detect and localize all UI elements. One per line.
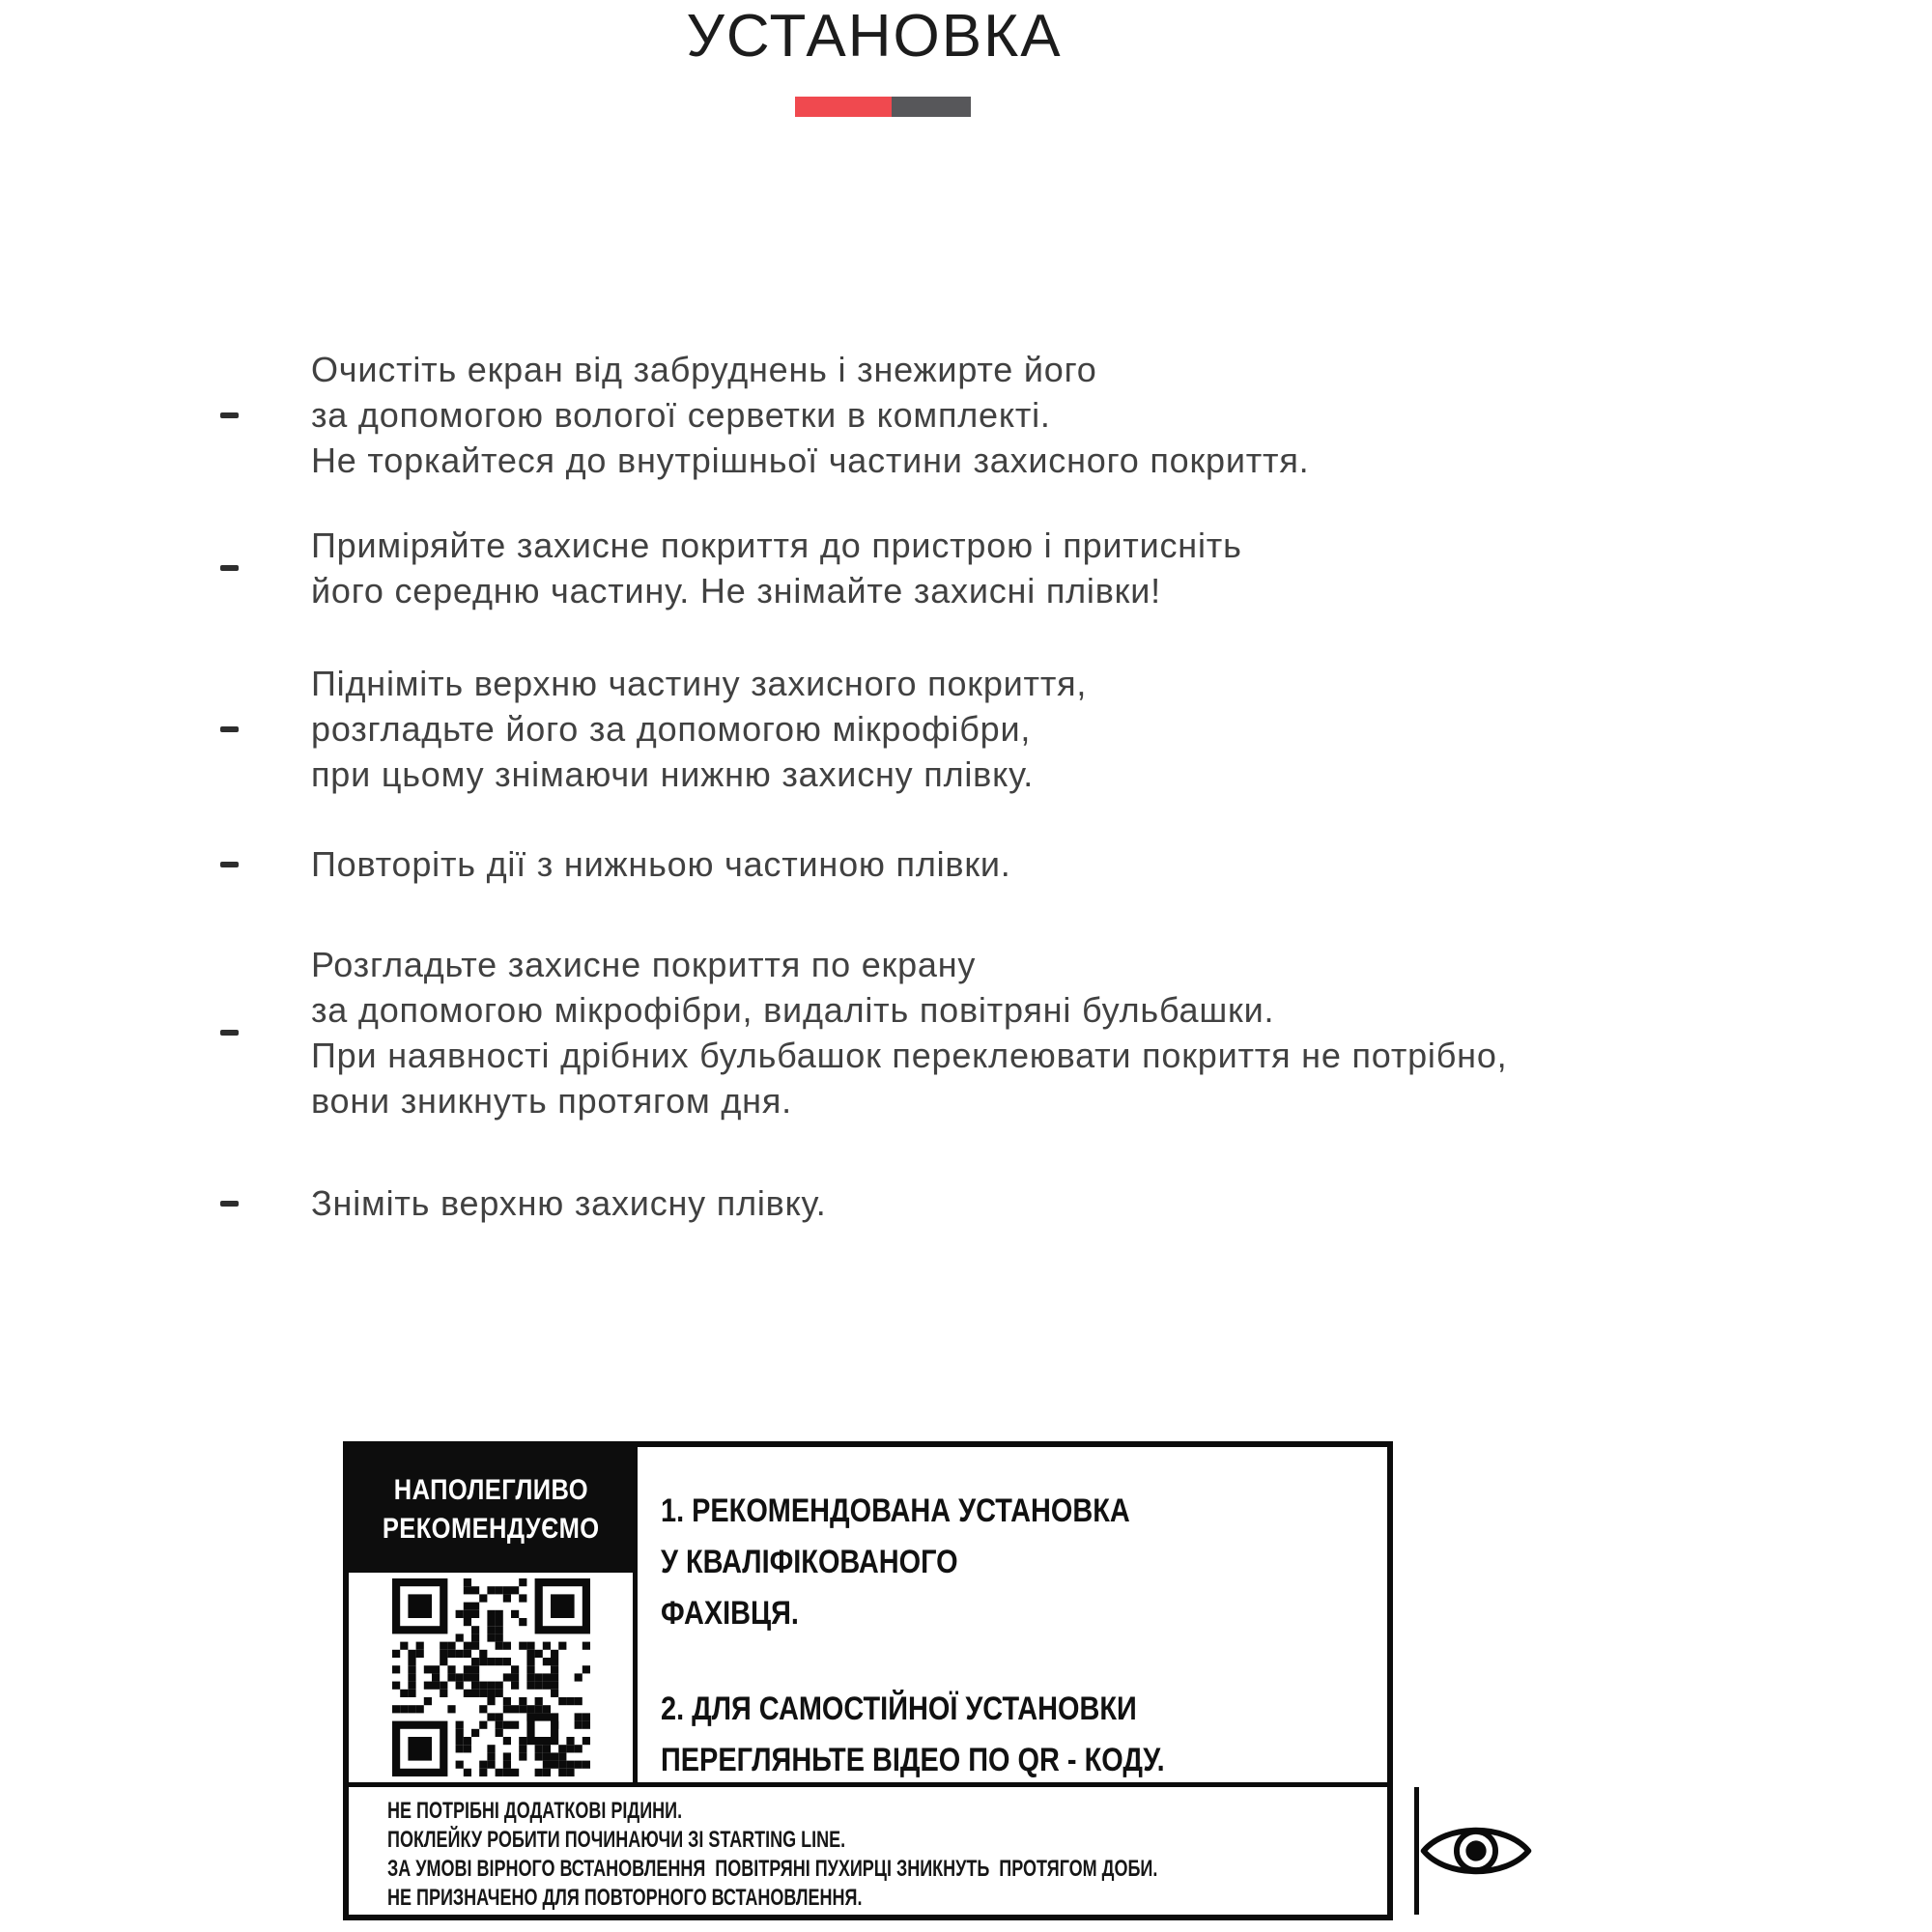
- step-item: [220, 841, 1011, 887]
- eye-icon: [1419, 1814, 1533, 1888]
- recommendation-item-line: 1. РЕКОМЕНДОВАНА УСТАНОВКА: [661, 1492, 1130, 1529]
- page-title: УСТАНОВКА: [686, 3, 1063, 70]
- note-lines: [349, 1787, 1414, 1915]
- step-line: Приміряйте захисне покриття до пристрою і притисніть: [311, 526, 1242, 565]
- note-line: ЗА УМОВІ ВІРНОГО ВСТАНОВЛЕННЯ ПОВІТРЯНІ ПУХИРЦІ ЗНИКНУТЬ ПРОТЯГОМ ДОБИ.: [387, 1856, 1158, 1882]
- recommendation-item: [661, 1486, 1387, 1639]
- step-line: Розгладьте захисне покриття по екрану: [311, 945, 977, 984]
- step-line: Підніміть верхню частину захисного покриття,: [311, 664, 1088, 703]
- recommendation-items: [638, 1447, 1387, 1782]
- recommendation-item-line: ПЕРЕГЛЯНЬТЕ ВІДЕО ПО QR - КОДУ.: [661, 1742, 1165, 1778]
- step-line: При наявності дрібних бульбашок переклеювати покриття не потрібно,: [311, 1036, 1508, 1075]
- note-line: НЕ ПРИЗНАЧЕНО ДЛЯ ПОВТОРНОГО ВСТАНОВЛЕННЯ.: [387, 1885, 863, 1911]
- qr-wrap: [349, 1573, 633, 1782]
- eye-cell: [1414, 1787, 1533, 1915]
- note-line: ПОКЛЕЙКУ РОБИТИ ПОЧИНАЮЧИ ЗІ STARTING LINE.: [387, 1827, 846, 1853]
- step-line: розгладьте його за допомогою мікрофібри,: [311, 709, 1032, 749]
- recommendation-item-line: 2. ДЛЯ САМОСТІЙНОЇ УСТАНОВКИ: [661, 1690, 1137, 1727]
- step-item: [220, 661, 1087, 797]
- recommendation-header-line: НАПОЛЕГЛИВО: [393, 1474, 588, 1506]
- qr-cell: [349, 1447, 638, 1782]
- recommendation-item: [661, 1684, 1387, 1786]
- step-item: [220, 347, 1309, 483]
- title-divider: [795, 97, 971, 117]
- step-item: [220, 942, 1507, 1123]
- recommendation-box: [343, 1441, 1393, 1920]
- step-line: Зніміть верхню захисну плівку.: [311, 1183, 827, 1223]
- dash-bullet-icon: [220, 862, 239, 867]
- step-line: його середню частину. Не знімайте захисні плівки!: [311, 571, 1161, 611]
- dash-bullet-icon: [220, 1201, 239, 1207]
- step-line: вони зникнуть протягом дня.: [311, 1081, 792, 1121]
- recommendation-item-line: У КВАЛІФІКОВАНОГО: [661, 1544, 958, 1580]
- recommendation-box-top: [349, 1447, 1387, 1782]
- divider-red-segment: [795, 97, 892, 117]
- step-line: за допомогою вологої серветки в комплекті.: [311, 395, 1051, 435]
- qr-code-icon: [392, 1578, 590, 1776]
- step-item: [220, 523, 1242, 613]
- dash-bullet-icon: [220, 1030, 239, 1036]
- step-line: Не торкайтеся до внутрішньої частини захисного покриття.: [311, 440, 1310, 480]
- dash-bullet-icon: [220, 726, 239, 732]
- step-line: Повторіть дії з нижньою частиною плівки.: [311, 844, 1011, 884]
- note-line: НЕ ПОТРІБНІ ДОДАТКОВІ РІДИНИ.: [387, 1798, 683, 1824]
- recommendation-item-line: ФАХІВЦЯ.: [661, 1595, 799, 1632]
- divider-dark-segment: [892, 97, 971, 117]
- step-line: Очистіть екран від забруднень і знежирте його: [311, 350, 1097, 389]
- step-line: при цьому знімаючи нижню захисну плівку.: [311, 754, 1035, 794]
- step-item: [220, 1180, 827, 1226]
- recommendation-header-line: РЕКОМЕНДУЄМО: [382, 1513, 600, 1545]
- dash-bullet-icon: [220, 412, 239, 418]
- dash-bullet-icon: [220, 565, 239, 571]
- step-line: за допомогою мікрофібри, видаліть повітряні бульбашки.: [311, 990, 1275, 1030]
- recommendation-header: [349, 1447, 633, 1573]
- recommendation-box-bottom: [349, 1782, 1387, 1915]
